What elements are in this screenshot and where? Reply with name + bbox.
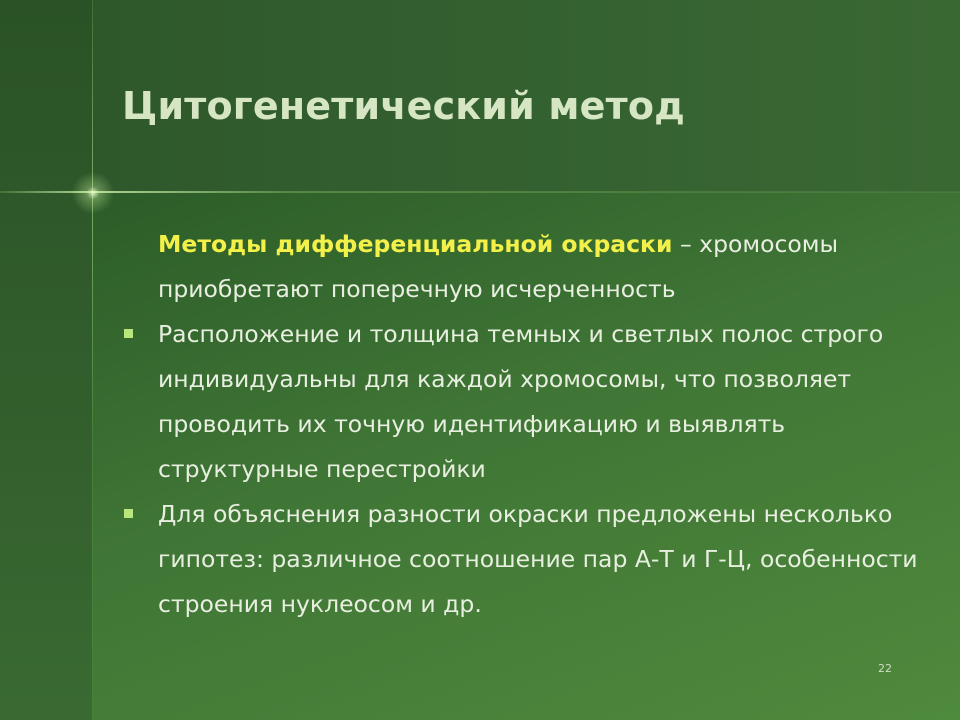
square-bullet-icon: [124, 329, 133, 338]
slide-content: [158, 222, 928, 627]
light-glint: [68, 168, 118, 218]
intro-text: – хромосомы приобретают поперечную исчерченность: [158, 230, 839, 303]
square-bullet-icon: [124, 509, 133, 518]
horizontal-divider-line: [0, 191, 960, 193]
vertical-divider-line: [92, 0, 93, 720]
slide-title: Цитогенетический метод: [122, 84, 686, 128]
page-number: 22: [878, 662, 892, 675]
left-strip: [0, 0, 92, 720]
bullet-item: [158, 492, 928, 627]
intro-paragraph: [158, 222, 928, 312]
bullet-text: Расположение и толщина темных и светлых полос строго индивидуальны для каждой хромосомы, что позволяет проводить их точную идентификацию и выявлять структурные перестройки: [158, 320, 884, 483]
bullet-item: [158, 312, 928, 492]
highlight-term: Методы дифференциальной окраски: [158, 230, 673, 258]
bullet-text: Для объяснения разности окраски предложены несколько гипотез: различное соотношение пар А-Т и Г-Ц, особенности строения нуклеосом и др.: [158, 500, 918, 618]
